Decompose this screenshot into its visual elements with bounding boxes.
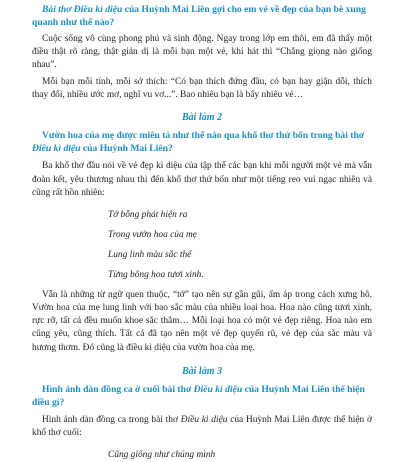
question-3 [32, 383, 372, 409]
section-heading-2: Bài làm 2 [181, 112, 222, 124]
question-2-italic: Điều kì diệu [32, 143, 81, 155]
poem-line: Cũng giống như chúng mình [108, 449, 216, 460]
poem-line: Tớ bỗng phát hiện ra [108, 209, 188, 220]
question-2-text-end: của Huỳnh Mai Liên? [80, 143, 173, 155]
question-3-text-start: Hình ảnh dàn đồng ca ở cuối bài thơ [42, 383, 194, 395]
question-3-italic: Điều kì diệu [193, 383, 243, 395]
paragraph-2: Mỗi bạn mỗi tính, mỗi sở thích: “Có bạn thích đứng đầu, có bạn hay giận dỗi, thích thay đổi, nhiều ước mơ, nghĩ vu vơ...”. Bao nhiêu bạn là bấy nhiêu vẻ… [32, 77, 372, 101]
paragraph-4: Vẫn là những từ ngữ quen thuộc, “tớ” tạo nên sự gần gũi, ấm áp trong cách xưng hô. Vườn hoa của mẹ lung linh với bao sắc màu của nhiều loại hoa. Hoa nào cũng tươi xinh, rực rỡ, tất cả đều muốn khoe sắc thắm… Mỗi loại hoa có một vẻ đẹp riêng. Hoa nào em cũng yêu, cũng thích. Tất cả đã tạo nên một vẻ đẹp quyến rũ, vẻ đẹp của sắc màu và hương thơm. Đó cũng là điều kì diệu của vườn hoa của mẹ. [32, 290, 372, 353]
question-1 [32, 3, 372, 29]
paragraph-5-start: Hình ảnh dàn đồng ca trong bài thơ [42, 414, 181, 425]
question-3-text-end: của Huỳnh Mai Liên thể hiện điều gì? [32, 383, 365, 408]
paragraph-3: Ba khổ thơ đầu nói về vẻ đẹp kì diệu của tập thể các bạn khi mỗi người một vẻ mà vẫn đoàn kết, yêu thương nhau thì đến khổ thơ thứ bốn như một tiếng reo vui ngạc nhiên và cũng rất hồn nhiên: [32, 161, 372, 198]
question-1-text: của Huỳnh Mai Liên gợi cho em vẻ về đẹp của bạn bè xung quanh như thế nào? [32, 4, 366, 28]
section-heading-3: Bài làm 3 [181, 365, 222, 377]
question-2-text-start: Vườn hoa của mẹ được miêu tả như thế nào qua khổ thơ thứ bốn trong bài thơ [42, 130, 365, 142]
paragraph-5-end: của Huỳnh Mai Liên được thể hiện ở khổ thơ cuối: [32, 414, 372, 438]
paragraph-5 [32, 414, 372, 440]
poem-line: Từng bông hoa tươi xinh. [108, 270, 204, 281]
paragraph-1: Cuộc sống vô cùng phong phú và sinh động. Ngay trong lớp em thôi, em đã thấy một điều thật rõ ràng, thật giản dị là mỗi bạn một vẻ, khi hát thì “Chẳng giọng nào giống nhau”. [32, 34, 372, 71]
poem-block-1 [32, 209, 372, 282]
paragraph-5-italic: Điều kì diệu [180, 414, 228, 425]
poem-line: Lung linh màu sắc thế [108, 249, 192, 260]
question-1-italic: Bài thơ Điều kì diệu [42, 4, 123, 15]
poem-line: Trong vườn hoa của mẹ [108, 229, 197, 240]
poem-block-2 [32, 449, 372, 462]
document-page [0, 3, 400, 460]
question-2 [32, 129, 372, 155]
